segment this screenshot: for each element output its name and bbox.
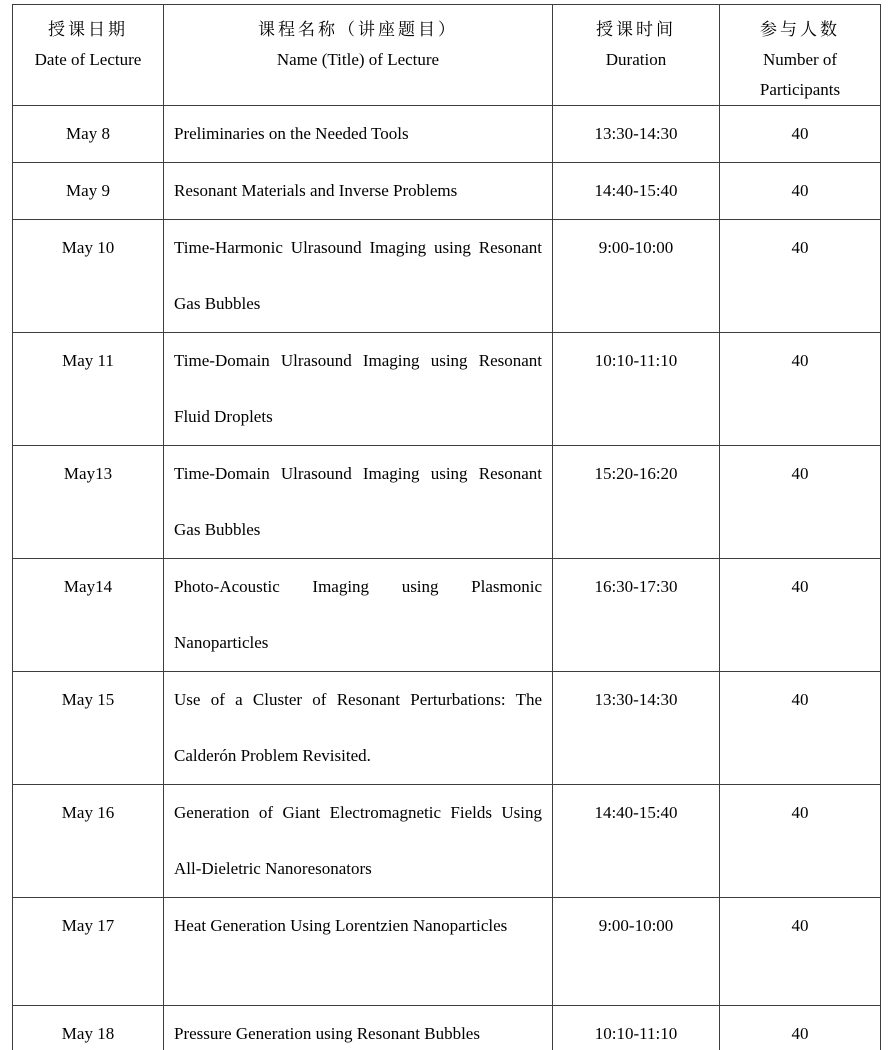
date-cell: May 8 — [13, 106, 164, 163]
date-cell: May 17 — [13, 898, 164, 1006]
time-cell: 14:40-15:40 — [553, 163, 720, 220]
date-cell: May 9 — [13, 163, 164, 220]
table-row — [13, 446, 881, 559]
header-participants-en: Number of Participants — [759, 50, 841, 99]
table-row — [13, 220, 881, 333]
table-row — [13, 672, 881, 785]
table-row — [13, 333, 881, 446]
header-title-zh: 课程名称（讲座题目） — [258, 20, 458, 39]
participants-cell: 40 — [720, 672, 881, 785]
participants-cell: 40 — [720, 898, 881, 1006]
time-cell: 16:30-17:30 — [553, 559, 720, 672]
table-row — [13, 559, 881, 672]
table-row — [13, 785, 881, 898]
date-cell: May 15 — [13, 672, 164, 785]
table-row — [13, 163, 881, 220]
date-cell: May13 — [13, 446, 164, 559]
participants-cell: 40 — [720, 106, 881, 163]
header-duration-zh: 授课时间 — [596, 20, 676, 39]
header-row — [13, 5, 881, 106]
title-cell: Generation of Giant Electromagnetic Fields Using All-Dieletric Nanoresonators — [164, 785, 553, 898]
header-date-zh: 授课日期 — [48, 20, 128, 39]
title-cell: Time-Domain Ulrasound Imaging using Resonant Gas Bubbles — [164, 446, 553, 559]
title-cell: Photo-Acoustic Imaging using Plasmonic Nanoparticles — [164, 559, 553, 672]
title-cell: Time-Harmonic Ulrasound Imaging using Resonant Gas Bubbles — [164, 220, 553, 333]
date-cell: May 10 — [13, 220, 164, 333]
table-body — [13, 106, 881, 1050]
title-cell: Time-Domain Ulrasound Imaging using Resonant Fluid Droplets — [164, 333, 553, 446]
time-cell: 10:10-11:10 — [553, 1006, 720, 1050]
date-cell: May14 — [13, 559, 164, 672]
time-cell: 14:40-15:40 — [553, 785, 720, 898]
participants-cell: 40 — [720, 1006, 881, 1050]
participants-cell: 40 — [720, 333, 881, 446]
table-row — [13, 1006, 881, 1050]
table-header — [13, 5, 881, 106]
time-cell: 9:00-10:00 — [553, 220, 720, 333]
time-cell: 13:30-14:30 — [553, 106, 720, 163]
time-cell: 9:00-10:00 — [553, 898, 720, 1006]
title-cell: Preliminaries on the Needed Tools — [164, 106, 553, 163]
header-title — [164, 5, 553, 106]
participants-cell: 40 — [720, 220, 881, 333]
time-cell: 10:10-11:10 — [553, 333, 720, 446]
header-date-en: Date of Lecture — [34, 50, 142, 69]
header-title-en: Name (Title) of Lecture — [276, 50, 440, 69]
title-cell: Use of a Cluster of Resonant Perturbations: The Calderón Problem Revisited. — [164, 672, 553, 785]
title-cell: Resonant Materials and Inverse Problems — [164, 163, 553, 220]
time-cell: 13:30-14:30 — [553, 672, 720, 785]
header-participants — [720, 5, 881, 106]
date-cell: May 16 — [13, 785, 164, 898]
header-duration-en: Duration — [605, 50, 667, 69]
participants-cell: 40 — [720, 163, 881, 220]
title-cell: Heat Generation Using Lorentzien Nanoparticles — [164, 898, 553, 1006]
participants-cell: 40 — [720, 785, 881, 898]
header-participants-zh: 参与人数 — [760, 20, 840, 39]
participants-cell: 40 — [720, 446, 881, 559]
lecture-schedule-table — [12, 4, 881, 1050]
time-cell: 15:20-16:20 — [553, 446, 720, 559]
header-date — [13, 5, 164, 106]
title-cell: Pressure Generation using Resonant Bubbles — [164, 1006, 553, 1050]
date-cell: May 18 — [13, 1006, 164, 1050]
table-row — [13, 898, 881, 1006]
header-duration — [553, 5, 720, 106]
date-cell: May 11 — [13, 333, 164, 446]
table-row — [13, 106, 881, 163]
participants-cell: 40 — [720, 559, 881, 672]
